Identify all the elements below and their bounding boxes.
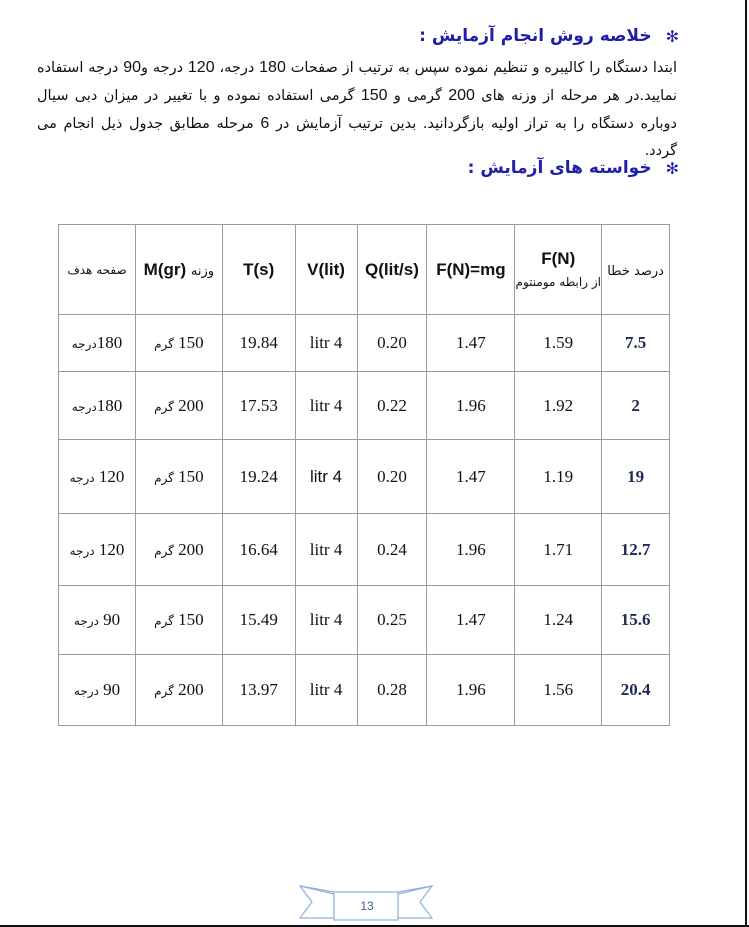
header-force-momentum: F(N) از رابطه مومنتوم <box>515 225 602 315</box>
table-row <box>59 655 670 726</box>
cell-volume: 4 litr <box>295 440 357 514</box>
para-text-6: گرمی استفاده نموده و با تغییر در میزان دبی سیال دوباره دستگاه را به تراز اولیه بازگردانید. بدین ترتیب آزمایش در <box>37 88 677 132</box>
cell-fn-momentum: 1.24 <box>515 586 602 655</box>
cell-error: 2 <box>602 372 670 440</box>
cell-flow: 0.20 <box>357 440 427 514</box>
page-border-right <box>745 0 747 927</box>
cell-volume: 4 litr <box>295 372 357 440</box>
cell-error: 7.5 <box>602 315 670 372</box>
para-text-1: ابتدا دستگاه را کالیبره و تنظیم نموده سپس به ترتیب از صفحات <box>285 60 677 76</box>
cell-plate: 90 درجه <box>59 655 136 726</box>
results-table <box>58 224 670 726</box>
para-num-180: 180 <box>259 59 286 76</box>
cell-fn-mg: 1.96 <box>427 655 515 726</box>
section-heading-requirements <box>468 158 679 178</box>
asterisk-bullet-icon: ✻ <box>665 26 679 46</box>
cell-fn-momentum: 1.56 <box>515 655 602 726</box>
section-heading-requirements-text: خواسته های آزمایش : <box>467 158 652 178</box>
cell-fn-mg: 1.96 <box>427 372 515 440</box>
cell-time: 15.49 <box>222 586 295 655</box>
header-target-plate: صفحه هدف <box>59 225 136 315</box>
header-force-mg: F(N)=mg <box>427 225 515 315</box>
cell-flow: 0.24 <box>357 514 427 586</box>
cell-time: 19.24 <box>222 440 295 514</box>
cell-error: 20.4 <box>602 655 670 726</box>
cell-time: 19.84 <box>222 315 295 372</box>
section-heading-method-text: خلاصه روش انجام آزمایش : <box>419 26 652 46</box>
table-row <box>59 315 670 372</box>
table-row <box>59 586 670 655</box>
cell-plate: 180درجه <box>59 372 136 440</box>
para-num-150: 150 <box>360 87 388 104</box>
cell-plate: 90 درجه <box>59 586 136 655</box>
para-text-2: درجه، <box>214 60 260 76</box>
cell-time: 17.53 <box>222 372 295 440</box>
header-volume: V(lit) <box>295 225 357 315</box>
para-text-4: درجه استفاده نمایید.در هر مرحله از وزنه های <box>37 60 677 104</box>
header-time: T(s) <box>222 225 295 315</box>
cell-volume: 4 litr <box>295 315 357 372</box>
cell-fn-momentum: 1.92 <box>515 372 602 440</box>
para-num-200: 200 <box>448 87 475 104</box>
cell-mass: 200 گرم <box>135 372 222 440</box>
para-text-3: درجه و <box>141 60 188 76</box>
cell-plate: 120 درجه <box>59 514 136 586</box>
asterisk-bullet-icon: ✻ <box>665 158 679 178</box>
cell-error: 12.7 <box>602 514 670 586</box>
section-heading-method <box>419 26 679 46</box>
cell-flow: 0.20 <box>357 315 427 372</box>
cell-fn-momentum: 1.19 <box>515 440 602 514</box>
cell-fn-mg: 1.47 <box>427 586 515 655</box>
cell-mass: 150 گرم <box>135 440 222 514</box>
cell-time: 13.97 <box>222 655 295 726</box>
cell-plate: 180درجه <box>59 315 136 372</box>
cell-mass: 200 گرم <box>135 514 222 586</box>
cell-fn-momentum: 1.59 <box>515 315 602 372</box>
para-text-7: مرحله مطابق جدول ذیل انجام می گردد. <box>37 116 677 159</box>
cell-flow: 0.25 <box>357 586 427 655</box>
table-row <box>59 514 670 586</box>
cell-error: 19 <box>602 440 670 514</box>
para-text-5: گرمی و <box>387 88 449 104</box>
para-num-90: 90 <box>123 59 142 76</box>
cell-mass: 150 گرم <box>135 586 222 655</box>
table-header-row <box>59 225 670 315</box>
method-paragraph <box>37 54 677 165</box>
cell-flow: 0.22 <box>357 372 427 440</box>
cell-mass: 150 گرم <box>135 315 222 372</box>
cell-fn-mg: 1.47 <box>427 315 515 372</box>
table-row <box>59 372 670 440</box>
cell-volume: 4 litr <box>295 655 357 726</box>
cell-fn-mg: 1.47 <box>427 440 515 514</box>
cell-fn-momentum: 1.71 <box>515 514 602 586</box>
cell-flow: 0.28 <box>357 655 427 726</box>
header-error-percent: درصد خطا <box>602 225 670 315</box>
header-flow-rate: Q(lit/s) <box>357 225 427 315</box>
cell-mass: 200 گرم <box>135 655 222 726</box>
cell-volume: 4 litr <box>295 586 357 655</box>
cell-time: 16.64 <box>222 514 295 586</box>
table-row <box>59 440 670 514</box>
page-number: 13 <box>360 899 374 913</box>
header-mass: وزنه M(gr) <box>135 225 222 315</box>
cell-plate: 120 درجه <box>59 440 136 514</box>
para-num-6: 6 <box>260 115 270 132</box>
cell-error: 15.6 <box>602 586 670 655</box>
para-num-120: 120 <box>187 59 215 76</box>
cell-volume: 4 litr <box>295 514 357 586</box>
cell-fn-mg: 1.96 <box>427 514 515 586</box>
